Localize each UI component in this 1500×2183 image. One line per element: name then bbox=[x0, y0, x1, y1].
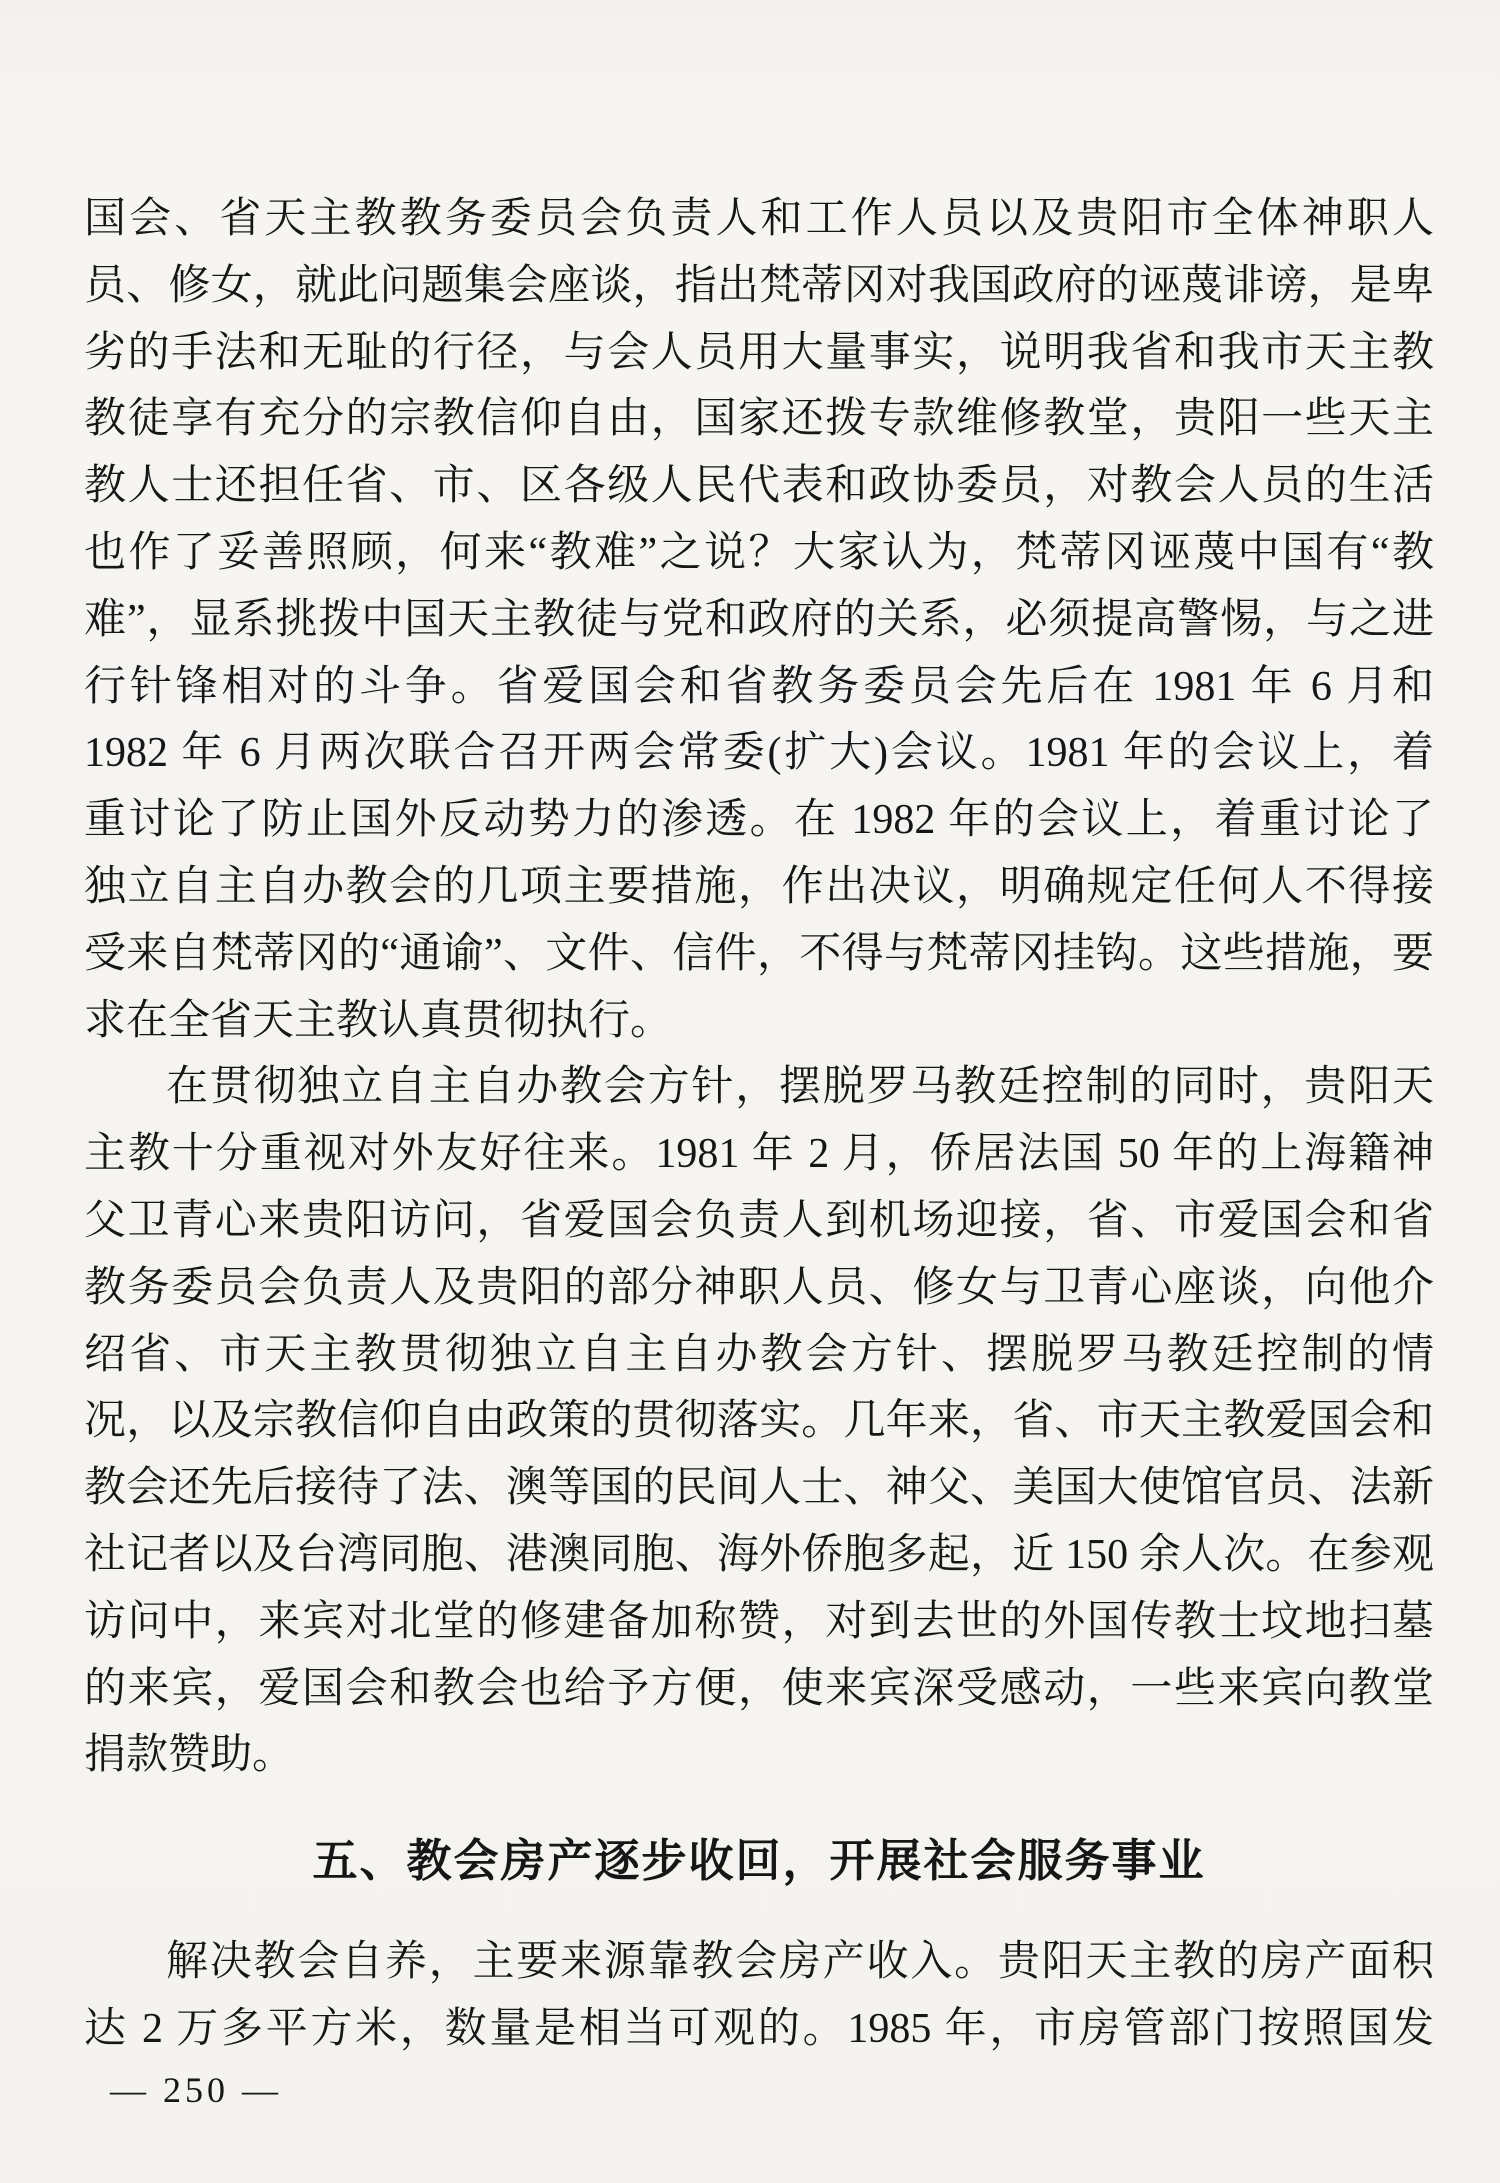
body-line: 国会、省天主教教务委员会负责人和工作人员以及贵阳市全体神职人 bbox=[84, 196, 1434, 242]
section-heading: 五、教会房产逐步收回，开展社会服务事业 bbox=[312, 1836, 1206, 1887]
body-line: 求在全省天主教认真贯彻执行。 bbox=[84, 997, 673, 1044]
body-line: 父卫青心来贵阳访问，省爱国会负责人到机场迎接，省、市爱国会和省 bbox=[84, 1197, 1434, 1244]
body-line: 劣的手法和无耻的行径，与会人员用大量事实，说明我省和我市天主教 bbox=[84, 329, 1434, 376]
body-line: 难”，显系挑拨中国天主教徒与党和政府的关系，必须提高警惕，与之进 bbox=[84, 596, 1434, 643]
body-line: 达 2 万多平方米，数量是相当可观的。1985 年，市房管部门按照国发 bbox=[84, 2005, 1434, 2052]
body-line: 员、修女，就此问题集会座谈，指出梵蒂冈对我国政府的诬蔑诽谤，是卑 bbox=[84, 262, 1434, 309]
body-line: 教人士还担任省、市、区各级人民代表和政协委员，对教会人员的生活 bbox=[84, 463, 1434, 510]
body-line: 捐款赞助。 bbox=[84, 1732, 295, 1779]
body-line: 主教十分重视对外友好往来。1981 年 2 月，侨居法国 50 年的上海籍神 bbox=[84, 1131, 1434, 1178]
body-line: 况，以及宗教信仰自由政策的贯彻落实。几年来，省、市天主教爱国会和 bbox=[84, 1398, 1434, 1445]
body-line: 的来宾，爱国会和教会也给予方便，使来宾深受感动，一些来宾向教堂 bbox=[84, 1665, 1434, 1712]
body-line: 重讨论了防止国外反动势力的渗透。在 1982 年的会议上，着重讨论了 bbox=[84, 797, 1434, 844]
body-line: 社记者以及台湾同胞、港澳同胞、海外侨胞多起，近 150 余人次。在参观 bbox=[84, 1531, 1434, 1578]
page-number: — 250 — bbox=[110, 2069, 282, 2110]
body-line: 行针锋相对的斗争。省爱国会和省教务委员会先后在 1981 年 6 月和 bbox=[84, 663, 1434, 710]
body-line: 教务委员会负责人及贵阳的部分神职人员、修女与卫青心座谈，向他介 bbox=[84, 1264, 1434, 1311]
body-line: 在贯彻独立自主自办教会方针，摆脱罗马教廷控制的同时，贵阳天 bbox=[166, 1064, 1434, 1111]
body-line: 受来自梵蒂冈的“通谕”、文件、信件，不得与梵蒂冈挂钩。这些措施，要 bbox=[84, 930, 1434, 977]
body-line: 也作了妥善照顾，何来“教难”之说？大家认为，梵蒂冈诬蔑中国有“教 bbox=[84, 529, 1434, 576]
body-line: 访问中，来宾对北堂的修建备加称赞，对到去世的外国传教士坟地扫墓 bbox=[84, 1598, 1434, 1645]
body-line: 解决教会自养，主要来源靠教会房产收入。贵阳天主教的房产面积 bbox=[166, 1939, 1434, 1986]
body-line: 教会还先后接待了法、澳等国的民间人士、神父、美国大使馆官员、法新 bbox=[84, 1465, 1434, 1512]
body-line: 绍省、市天主教贯彻独立自主自办教会方针、摆脱罗马教廷控制的情 bbox=[84, 1331, 1434, 1378]
body-line: 独立自主自办教会的几项主要措施，作出决议，明确规定任何人不得接 bbox=[84, 863, 1434, 910]
body-line: 1982 年 6 月两次联合召开两会常委(扩大)会议。1981 年的会议上，着 bbox=[84, 730, 1434, 777]
body-line: 教徒享有充分的宗教信仰自由，国家还拨专款维修教堂，贵阳一些天主 bbox=[84, 396, 1434, 443]
